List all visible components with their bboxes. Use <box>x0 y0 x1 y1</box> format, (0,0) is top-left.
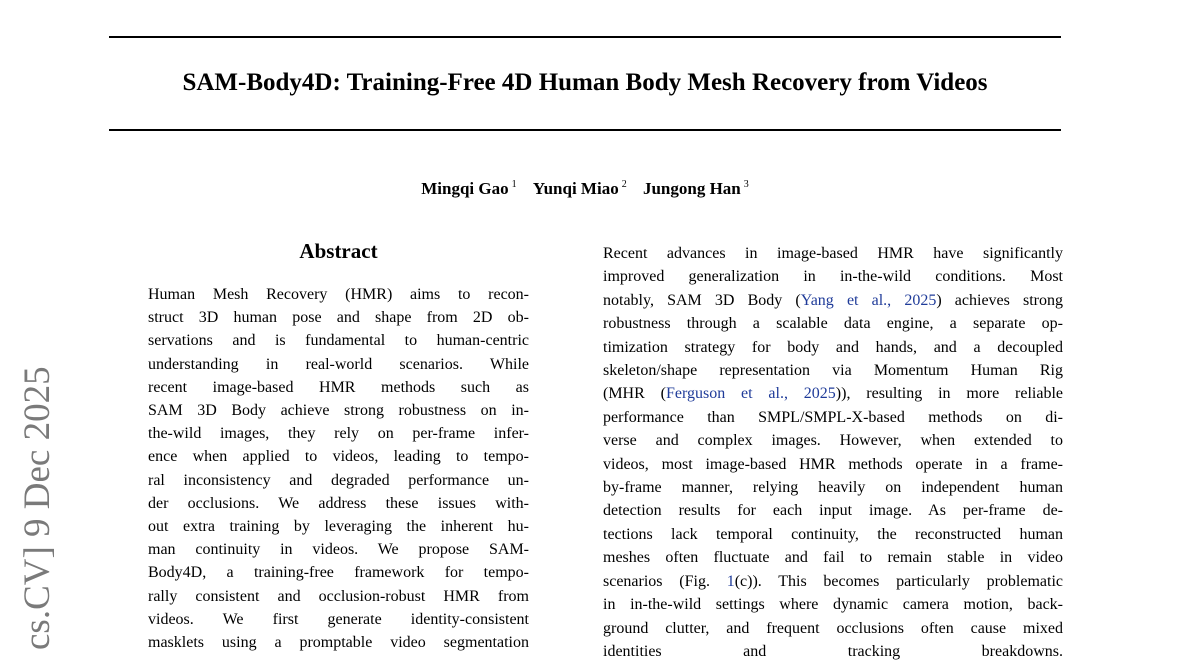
intro-line: identities and tracking breakdowns. <box>603 642 1063 660</box>
intro-text: scenarios (Fig. <box>603 572 727 590</box>
abstract-line: the-wild images, they rely on per-frame infer- <box>148 425 529 443</box>
abstract-line: Human Mesh Recovery (HMR) aims to recon- <box>148 286 529 303</box>
figure-link[interactable]: 1 <box>726 572 735 590</box>
introduction-text <box>603 242 1063 663</box>
abstract-line: rally consistent and occlusion-robust HMR from <box>148 587 529 605</box>
abstract-line: ral inconsistency and degraded performance un- <box>148 471 529 489</box>
intro-line: verse and complex images. However, when extended to <box>603 432 1063 450</box>
author-affiliation: 1 <box>511 179 517 190</box>
intro-line: timization strategy for body and hands, and a decoupled <box>603 338 1063 356</box>
intro-line <box>603 382 1063 405</box>
abstract-line: understanding in real-world scenarios. While <box>148 355 529 373</box>
intro-line: by-frame manner, relying heavily on independent human <box>603 479 1063 497</box>
author-3 <box>643 179 749 198</box>
title-rule-bottom <box>109 129 1061 131</box>
citation-link[interactable]: Yang et al., 2025 <box>800 291 937 309</box>
intro-line: improved generalization in in-the-wild conditions. Most <box>603 268 1063 286</box>
abstract-line: SAM 3D Body achieve strong robustness on in- <box>148 402 529 420</box>
abstract-line: recent image-based HMR methods such as <box>148 378 529 396</box>
intro-line: performance than SMPL/SMPL-X-based methods on di- <box>603 408 1063 426</box>
intro-line: in in-the-wild settings where dynamic camera motion, back- <box>603 596 1063 614</box>
author-name: Mingqi Gao <box>421 178 509 198</box>
intro-line: robustness through a scalable data engine, a separate op- <box>603 315 1063 333</box>
paper-title: SAM-Body4D: Training-Free 4D Human Body Mesh Recovery from Videos <box>182 69 988 96</box>
arxiv-stamp: cs.CV] 9 Dec 2025 <box>17 366 58 650</box>
intro-line: tections lack temporal continuity, the reconstructed human <box>603 525 1063 543</box>
abstract-line: servations and is fundamental to human-centric <box>148 332 529 350</box>
abstract-line: man continuity in videos. We propose SAM- <box>148 541 529 559</box>
abstract-line: masklets using a promptable video segmentation <box>148 634 529 652</box>
author-2 <box>533 179 627 198</box>
intro-line: ground clutter, and frequent occlusions often cause mixed <box>603 619 1063 637</box>
abstract-line: out extra training by leveraging the inherent hu- <box>148 518 529 536</box>
intro-line: detection results for each input image. As per-frame de- <box>603 502 1063 520</box>
intro-text: )), resulting in more reliable <box>835 385 1064 403</box>
intro-text: (MHR ( <box>603 385 666 403</box>
author-name: Jungong Han <box>642 178 741 198</box>
author-list <box>0 174 1170 200</box>
intro-text: (c)). This becomes particularly problematic <box>734 572 1064 590</box>
author-affiliation: 2 <box>621 179 627 190</box>
abstract-heading: Abstract <box>299 239 378 263</box>
title-rule-top <box>109 36 1061 38</box>
citation-link[interactable]: Ferguson et al., 2025 <box>665 385 836 403</box>
abstract-line: ence when applied to videos, leading to tempo- <box>148 448 529 466</box>
intro-line: meshes often fluctuate and fail to remain stable in video <box>603 549 1063 567</box>
abstract-line: der occlusions. We address these issues with- <box>148 494 529 512</box>
abstract-line: Body4D, a training-free framework for tempo- <box>148 564 529 582</box>
intro-text: ) achieves strong <box>936 291 1064 309</box>
abstract-line: videos. We first generate identity-consistent <box>148 610 529 628</box>
author-name: Yunqi Miao <box>532 178 619 198</box>
author-affiliation: 3 <box>743 179 749 190</box>
abstract-line: struct 3D human pose and shape from 2D ob- <box>148 309 529 327</box>
abstract-body <box>148 283 529 654</box>
intro-line <box>603 570 1063 593</box>
intro-line: Recent advances in image-based HMR have significantly <box>603 245 1063 262</box>
intro-line: skeleton/shape representation via Momentum Human Rig <box>603 362 1063 380</box>
intro-text: notably, SAM 3D Body ( <box>603 291 801 309</box>
intro-line: videos, most image-based HMR methods operate in a frame- <box>603 455 1063 473</box>
author-1 <box>421 179 516 198</box>
intro-line <box>603 289 1063 312</box>
